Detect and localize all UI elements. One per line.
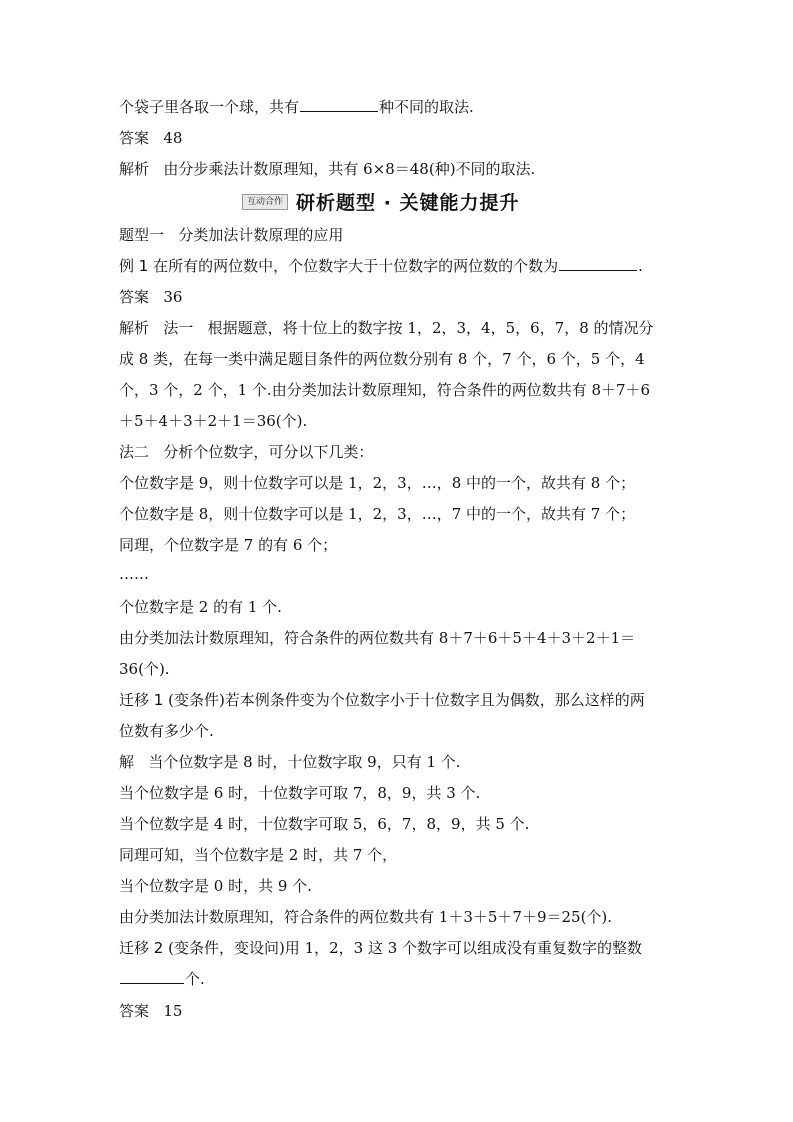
analysis-label: 解析 bbox=[119, 160, 150, 178]
text-line: 个位数字是 8，则十位数字可以是 1，2，3，…，7 中的一个，故共有 7 个； bbox=[119, 505, 636, 523]
transfer-line: 迁移 2 (变条件，变设问)用 1，2，3 这 3 个数字可以组成没有重复数字的整数 bbox=[119, 939, 643, 957]
analysis-line: 解析 由分步乘法计数原理知，共有 6×8＝48(种)不同的取法. bbox=[119, 160, 536, 178]
topic-label: 题型一 bbox=[119, 226, 165, 244]
answer-label: 答案 bbox=[119, 1002, 150, 1020]
text-line: 当个位数字是 0 时，共 9 个. bbox=[119, 877, 312, 895]
topic-line: 题型一 分类加法计数原理的应用 bbox=[119, 226, 344, 244]
answer-line: 答案 36 bbox=[119, 288, 183, 306]
text-line: 由分类加法计数原理知，符合条件的两位数共有 8＋7＋6＋5＋4＋3＋2＋1＝ bbox=[119, 629, 636, 647]
text-line: 个袋子里各取一个球，共有 种不同的取法. bbox=[119, 98, 474, 116]
solution-label: 解 bbox=[119, 753, 135, 771]
answer-label: 答案 bbox=[119, 129, 150, 147]
text-line: 当个位数字是 4 时，十位数字可取 5，6，7，8，9，共 5 个. bbox=[119, 815, 530, 833]
text-line: 36(个). bbox=[119, 660, 170, 678]
text-line: 当个位数字是 6 时，十位数字可取 7，8，9，共 3 个. bbox=[119, 784, 481, 802]
text-line: 个，3 个，2 个，1 个.由分类加法计数原理知，符合条件的两位数共有 8＋7＋6 bbox=[119, 381, 651, 399]
example-line: 例 1 在所有的两位数中，个位数字大于十位数字的两位数的个数为 . bbox=[119, 257, 643, 275]
answer-blank bbox=[120, 969, 184, 984]
answer-blank bbox=[559, 256, 637, 271]
text-line: …… bbox=[119, 565, 149, 583]
solution-line: 解 当个位数字是 8 时，十位数字取 9，只有 1 个. bbox=[119, 753, 461, 771]
answer-line: 答案 15 bbox=[119, 1002, 183, 1020]
answer-line: 答案 48 bbox=[119, 129, 183, 147]
text-line: ＋5＋4＋3＋2＋1＝36(个). bbox=[119, 412, 308, 430]
text-line: 个. bbox=[119, 968, 679, 990]
answer-blank bbox=[300, 97, 378, 112]
text-line: 位数有多少个. bbox=[119, 722, 214, 740]
analysis-line: 解析 法一 根据题意，将十位上的数字按 1，2，3，4，5，6，7，8 的情况分 bbox=[119, 319, 654, 337]
analysis-label: 解析 bbox=[119, 319, 150, 337]
section-badge: 互动合作 bbox=[242, 194, 288, 210]
text-line: 同理，个位数字是 7 的有 6 个； bbox=[119, 536, 338, 554]
method-label: 法一 bbox=[163, 319, 194, 337]
section-heading bbox=[242, 188, 519, 215]
section-title: 研析题型 · 关键能力提升 bbox=[296, 192, 520, 214]
method-line: 法二 分析个位数字，可分以下几类： bbox=[119, 443, 374, 461]
transfer-line: 迁移 1 (变条件)若本例条件变为个位数字小于十位数字且为偶数，那么这样的两 bbox=[119, 691, 645, 709]
transfer-label: 迁移 1 bbox=[119, 691, 164, 709]
text-line: 个位数字是 2 的有 1 个. bbox=[119, 598, 282, 616]
example-label: 例 1 bbox=[119, 257, 149, 275]
answer-label: 答案 bbox=[119, 288, 150, 306]
text-line: 个位数字是 9，则十位数字可以是 1，2，3，…，8 中的一个，故共有 8 个； bbox=[119, 474, 636, 492]
method-label: 法二 bbox=[119, 443, 150, 461]
transfer-label: 迁移 2 bbox=[119, 939, 164, 957]
text-line: 同理可知，当个位数字是 2 时，共 7 个， bbox=[119, 846, 398, 864]
text-line: 由分类加法计数原理知，符合条件的两位数共有 1＋3＋5＋7＋9＝25(个). bbox=[119, 908, 613, 926]
text-line: 成 8 类，在每一类中满足题目条件的两位数分别有 8 个，7 个，6 个，5 个，4 bbox=[119, 350, 645, 368]
